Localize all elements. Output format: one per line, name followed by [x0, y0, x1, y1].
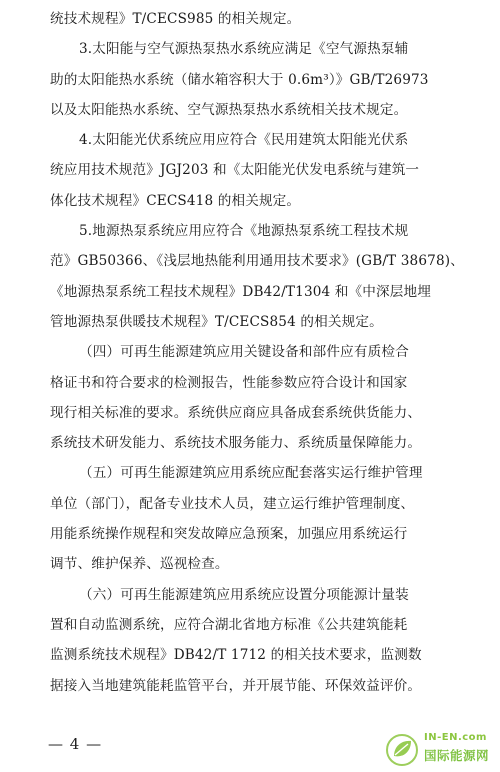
text-line: 统应用技术规范》JGJ203 和《太阳能光伏发电系统与建筑一	[50, 162, 420, 179]
leaf-logo-icon	[384, 732, 420, 768]
text-line: 《地源热泵系统工程技术规程》DB42/T1304 和《中深层地埋	[50, 283, 432, 300]
text-line: 管地源热泵供暖技术规程》T/CECS854 的相关规定。	[50, 313, 383, 330]
text-line: 据接入当地建筑能耗监管平台，并开展节能、环保效益评价。	[50, 677, 422, 694]
body-text	[50, 4, 464, 701]
text-line: 监测系统技术规程》DB42/T 1712 的相关技术要求，监测数	[50, 647, 422, 664]
text-line: 体化技术规程》CECS418 的相关规定。	[50, 192, 301, 209]
text-line: 5.地源热泵系统应用应符合《地源热泵系统工程技术规	[79, 223, 409, 240]
text-line: 以及太阳能热水系统、空气源热泵热水系统相关技术规定。	[50, 101, 408, 118]
text-line: 3.太阳能与空气源热泵热水系统应满足《空气源热泵辅	[79, 41, 409, 58]
text-line: 单位（部门），配备专业技术人员，建立运行维护管理制度、	[50, 495, 415, 512]
text-line: （四）可再生能源建筑应用关键设备和部件应有质检合	[79, 344, 409, 361]
text-line: 统技术规程》T/CECS985 的相关规定。	[50, 11, 301, 27]
watermark-name: 国际能源网	[424, 748, 490, 763]
text-line: 助的太阳能热水系统（储水箱容积大于 0.6m³）》GB/T26973	[50, 71, 429, 88]
text-line: 用能系统操作规程和突发故障应急预案，加强应用系统运行	[50, 526, 408, 543]
text-line: 系统技术研发能力、系统技术服务能力、系统质量保障能力。	[50, 435, 422, 452]
text-line: 4.太阳能光伏系统应用应符合《民用建筑太阳能光伏系	[79, 132, 409, 149]
text-line: 范》GB50366、《浅层地热能利用通用技术要求》(GB/T 38678)、	[50, 253, 464, 270]
watermark-domain: IN-EN.com	[424, 732, 487, 743]
text-line: 现行相关标准的要求。系统供应商应具备成套系统供货能力、	[50, 404, 422, 421]
text-line: 置和自动监测系统，应符合湖北省地方标准《公共建筑能耗	[50, 616, 408, 633]
watermark	[384, 728, 494, 772]
text-line: 调节、维护保养、巡视检查。	[50, 556, 229, 573]
text-line: （六）可再生能源建筑应用系统应设置分项能源计量装	[79, 586, 409, 603]
text-line: （五）可再生能源建筑应用系统应配套落实运行维护管理	[79, 465, 423, 482]
page-number: — 4 —	[48, 735, 103, 753]
text-line: 格证书和符合要求的检测报告，性能参数应符合设计和国家	[50, 374, 408, 391]
